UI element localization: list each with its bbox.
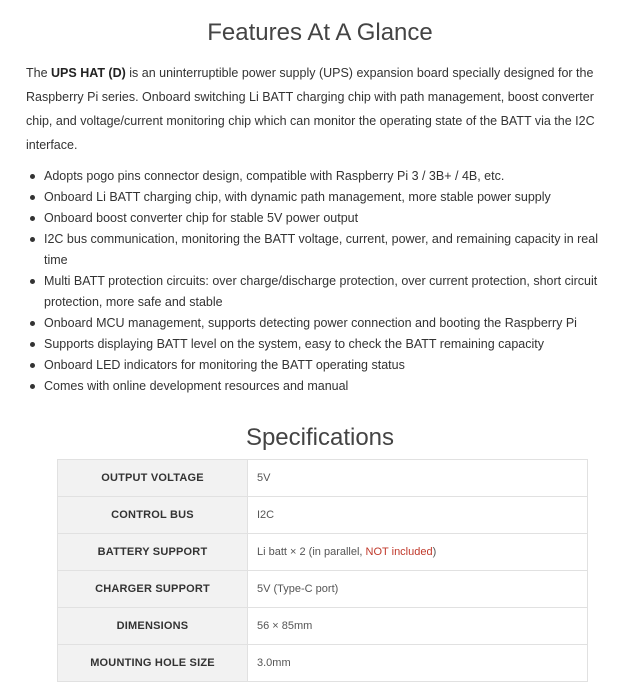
feature-item: Comes with online development resources and manual <box>28 376 620 397</box>
intro-paragraph <box>26 61 616 157</box>
feature-item: Adopts pogo pins connector design, compatible with Raspberry Pi 3 / 3B+ / 4B, etc. <box>28 166 620 187</box>
spec-value: 56 × 85mm <box>248 608 588 645</box>
spec-label: BATTERY SUPPORT <box>58 534 248 571</box>
feature-item: Supports displaying BATT level on the system, easy to check the BATT remaining capacity <box>28 334 620 355</box>
spec-label: OUTPUT VOLTAGE <box>58 460 248 497</box>
feature-item: Multi BATT protection circuits: over charge/discharge protection, over current protection, short circuit protection, more safe and stable <box>28 271 620 313</box>
not-included-note: NOT included <box>365 546 433 558</box>
spec-value: 3.0mm <box>248 645 588 682</box>
specifications-title: Specifications <box>245 424 395 451</box>
spec-row <box>58 571 588 608</box>
product-name: UPS HAT (D) <box>51 66 126 80</box>
spec-label: CHARGER SUPPORT <box>58 571 248 608</box>
spec-row <box>58 497 588 534</box>
feature-item: Onboard Li BATT charging chip, with dynamic path management, more stable power supply <box>28 187 620 208</box>
intro-text: is an uninterruptible power supply (UPS) expansion board specially designed for the Raspberry Pi series. Onboard switching Li BATT charging chip with path management, boost converter chip, and voltage/current monitoring chip which can monitor the operating state of the BATT via the I2C interface. <box>26 66 595 152</box>
specifications-table <box>57 459 588 682</box>
spec-row <box>58 460 588 497</box>
feature-item: Onboard MCU management, supports detecting power connection and booting the Raspberry Pi <box>28 313 620 334</box>
spec-value: 5V <box>248 460 588 497</box>
spec-row <box>58 608 588 645</box>
spec-label: MOUNTING HOLE SIZE <box>58 645 248 682</box>
spec-label: CONTROL BUS <box>58 497 248 534</box>
spec-label: DIMENSIONS <box>58 608 248 645</box>
feature-item: Onboard LED indicators for monitoring the BATT operating status <box>28 355 620 376</box>
feature-item: Onboard boost converter chip for stable 5V power output <box>28 208 620 229</box>
feature-item: I2C bus communication, monitoring the BATT voltage, current, power, and remaining capacity in real time <box>28 229 620 271</box>
features-title: Features At A Glance <box>207 19 433 46</box>
intro-prefix: The <box>26 66 52 80</box>
spec-value-cell <box>248 534 588 571</box>
spec-value: Li batt × 2 (in parallel, <box>257 546 366 558</box>
spec-value-suffix: ) <box>432 546 437 558</box>
spec-row <box>58 534 588 571</box>
spec-value: I2C <box>248 497 588 534</box>
feature-list <box>28 166 620 397</box>
spec-value: 5V (Type-C port) <box>248 571 588 608</box>
spec-row <box>58 645 588 682</box>
